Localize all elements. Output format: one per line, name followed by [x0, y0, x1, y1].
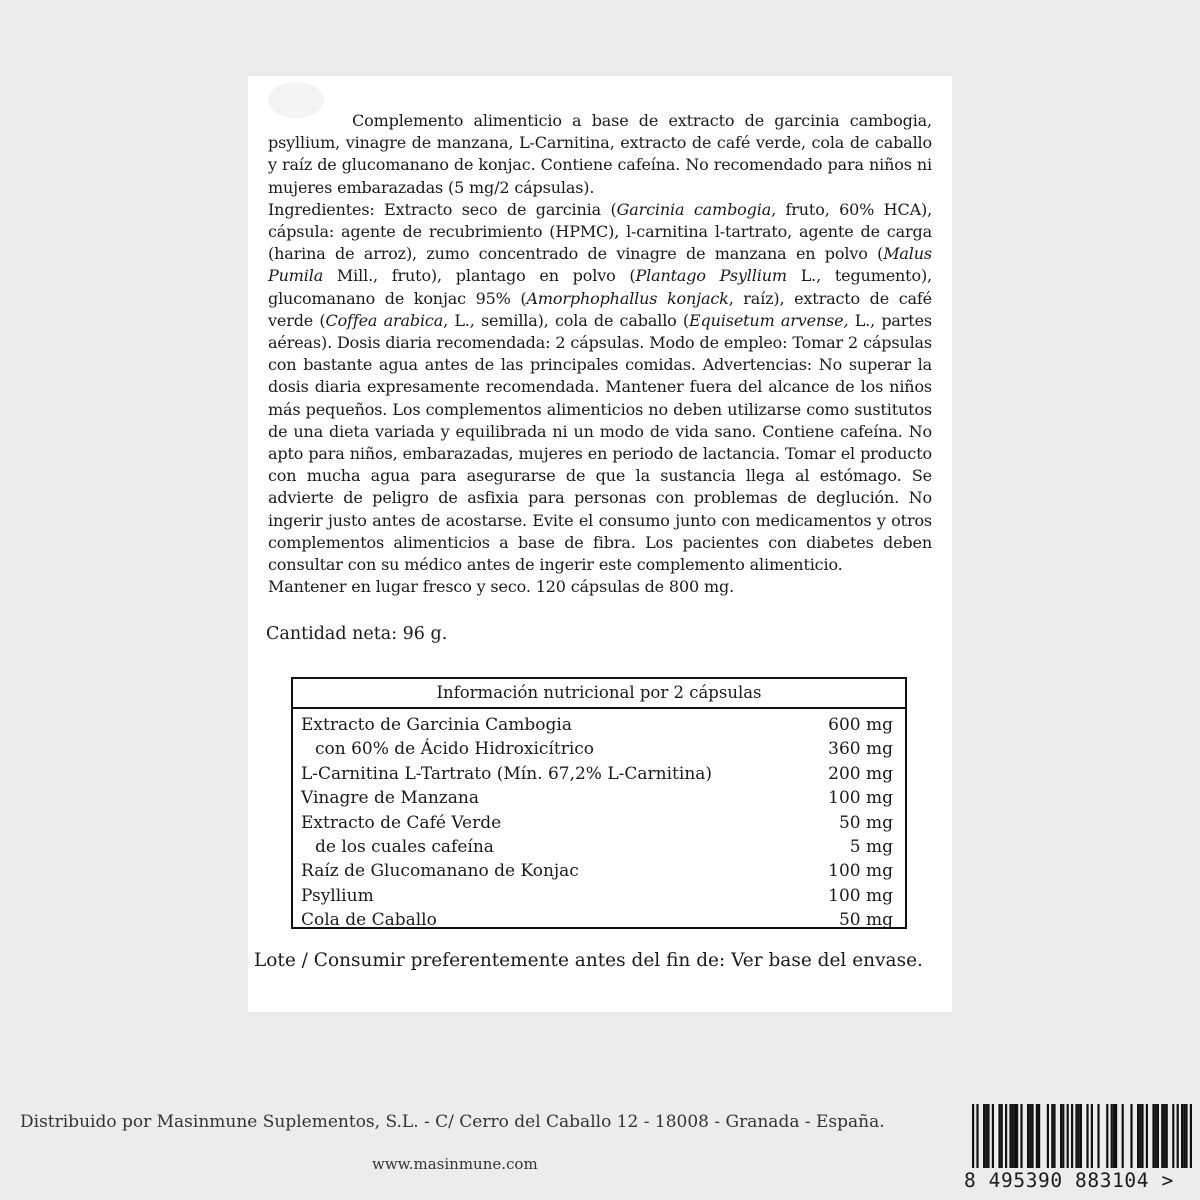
nutrient-value: 200 mg: [828, 763, 893, 784]
barcode-bar: [1161, 1104, 1163, 1170]
ingredients-paragraph: [268, 199, 932, 576]
barcode-bar: [1009, 1104, 1011, 1170]
barcode-bar: [1163, 1104, 1165, 1170]
nutrient-name: L-Carnitina L-Tartrato (Mín. 67,2% L-Carnitina): [301, 763, 713, 784]
ingredients-text: L., partes aéreas). Dosis diaria recomendada: 2 cápsulas. Modo de empleo: Tomar 2 cápsulas con bastante agua antes de las principales comidas. Advertencias: No superar la dosis diaria expresamente recomendada. Mantener fuera del alcance de los niños más pequeños. Los complementos alimenticios no deben utilizarse como sustitutos de una dieta variada y equilibrada ni un modo de vida sano. Contiene cafeína. No apto para niños, embarazadas, mujeres en periodo de lactancia. Tomar el producto con mucha agua para asegurarse de que la sustancia llega al estómago. Se advierte de peligro de asfixia para personas con problemas de deglución. No ingerir justo antes de acostarse. Evite el consumo junto con medicamentos y otros complementos alimenticios a base de fibra. Los pacientes con diabetes deben consultar con su médico antes de ingerir este complemento alimenticio.: [268, 310, 932, 575]
barcode-bar: [1001, 1104, 1003, 1170]
table-row: [293, 908, 905, 932]
barcode-bar: [983, 1104, 985, 1170]
barcode-bar: [1130, 1104, 1132, 1170]
product-description: [268, 110, 932, 598]
nutrient-value: 100 mg: [828, 861, 893, 882]
barcode-bar: [985, 1104, 987, 1170]
table-row: [293, 884, 905, 908]
table-row: [293, 786, 905, 810]
barcode-bar: [1014, 1104, 1016, 1170]
table-row: [293, 835, 905, 859]
barcode-bar: [1157, 1104, 1159, 1170]
nutrient-value: 360 mg: [828, 739, 893, 760]
barcode-bar: [1038, 1104, 1040, 1170]
barcode-bar: [1062, 1104, 1064, 1170]
barcode-bar: [1152, 1104, 1154, 1170]
barcode-bar: [1016, 1104, 1018, 1170]
latin-name: Malus Pumila: [268, 244, 932, 286]
barcode-bar: [987, 1104, 989, 1170]
nutrient-value: 50 mg: [838, 812, 893, 833]
nutrient-value: 600 mg: [828, 715, 893, 735]
barcode-digits: 8 495390 883104 >: [964, 1168, 1196, 1194]
barcode-bar: [1113, 1104, 1115, 1170]
barcode-bar: [1139, 1104, 1141, 1170]
nutrient-value: 5 mg: [849, 836, 893, 857]
table-row: [293, 859, 905, 883]
nutrient-name: Psyllium: [301, 885, 374, 906]
latin-name: Garcinia cambogia: [616, 199, 772, 219]
barcode-bar: [1122, 1104, 1124, 1170]
table-row: [293, 737, 905, 761]
nutrient-name: Vinagre de Manzana: [301, 788, 479, 809]
barcode-bar: [1029, 1104, 1031, 1170]
distributor-address: Distribuido por Masinmune Suplementos, S.L. - C/ Cerro del Caballo 12 - 18008 - Granada - España.: [20, 1112, 885, 1132]
ingredients-text: , fruto, 60% HCA), cápsula: agente de recubrimiento (HPMC), l-carnitina l-tartrato, agente de carga (harina de arroz), zumo concentrado de vinagre de manzana en polvo (: [268, 199, 933, 264]
nutrient-name: con 60% de Ácido Hidroxicítrico: [315, 739, 595, 760]
nutrient-name: Extracto de Garcinia Cambogia: [301, 715, 572, 735]
barcode-bar: [1091, 1104, 1093, 1170]
latin-name: Plantago Psyllium: [635, 266, 787, 286]
barcode-bar: [1106, 1104, 1108, 1170]
nutrient-name: de los cuales cafeína: [315, 836, 494, 857]
table-row: [293, 811, 905, 835]
barcode-bar: [1137, 1104, 1139, 1170]
barcode-bar: [1060, 1104, 1062, 1170]
ingredients-text: L., tegumento), glucomanano de konjac 95% (: [268, 266, 932, 308]
nutrition-table: [291, 677, 907, 929]
barcode-bar: [1071, 1104, 1073, 1170]
barcode-bar: [1115, 1104, 1117, 1170]
barcode-bar: [1067, 1104, 1069, 1170]
latin-name: Coffea arabica: [325, 310, 444, 330]
barcode-bar: [1027, 1104, 1029, 1170]
nutrition-table-title: Información nutricional por 2 cápsulas: [293, 679, 905, 709]
lot-best-before: Lote / Consumir preferentemente antes del fin de: Ver base del envase.: [254, 950, 923, 971]
storage-line: Mantener en lugar fresco y seco. 120 cápsulas de 800 mg.: [268, 577, 735, 597]
table-row: [293, 762, 905, 786]
nutrient-name: Extracto de Café Verde: [301, 812, 502, 833]
ingredients-text: Mill., fruto), plantago en polvo (: [323, 266, 636, 286]
latin-name: Equisetum arvense,: [689, 310, 849, 330]
barcode-bar: [1051, 1104, 1053, 1170]
barcode-bar: [1111, 1104, 1113, 1170]
barcode-bar: [998, 1104, 1000, 1170]
latin-name: Amorphophallus konjack: [526, 288, 729, 308]
barcode-bar: [1005, 1104, 1007, 1170]
barcode-bar: [1155, 1104, 1157, 1170]
barcode-bar: [1047, 1104, 1049, 1170]
barcode-bar: [1012, 1104, 1014, 1170]
barcode-bar: [1053, 1104, 1055, 1170]
intro-paragraph: Complemento alimenticio a base de extracto de garcinia cambogia, psyllium, vinagre de manzana, L-Carnitina, extracto de café verde, cola de caballo y raíz de glucomanano de konjac. Contiene cafeína. No recomendado para niños ni mujeres embarazadas (5 mg/2 cápsulas).: [268, 111, 932, 197]
nutrient-value: 100 mg: [828, 788, 893, 809]
barcode-bar: [1020, 1104, 1022, 1170]
barcode: [964, 1104, 1194, 1196]
website-link[interactable]: www.masinmune.com: [372, 1155, 538, 1173]
barcode-bar: [1146, 1104, 1148, 1170]
nutrient-name: Cola de Caballo: [301, 910, 437, 931]
table-row: [293, 713, 905, 737]
barcode-bar: [1097, 1104, 1099, 1170]
ingredients-text: Ingredientes: Extracto seco de garcinia (: [268, 199, 617, 219]
barcode-bar: [1036, 1104, 1038, 1170]
barcode-bar: [1141, 1104, 1143, 1170]
barcode-bar: [1031, 1104, 1033, 1170]
barcode-bar: [1177, 1104, 1179, 1170]
nutrient-value: 100 mg: [828, 885, 893, 906]
barcode-bar: [1166, 1104, 1168, 1170]
ingredients-text: , L., semilla), cola de caballo (: [443, 310, 690, 330]
net-quantity: Cantidad neta: 96 g.: [266, 624, 448, 644]
nutrient-value: 50 mg: [838, 910, 893, 931]
nutrient-name: Raíz de Glucomanano de Konjac: [301, 861, 579, 882]
barcode-bar: [992, 1104, 994, 1170]
ingredients-text: , raíz), extracto de café verde (: [268, 288, 932, 330]
barcode-bar: [1172, 1104, 1174, 1170]
label-card: [248, 76, 952, 1012]
barcode-bar: [1086, 1104, 1088, 1170]
